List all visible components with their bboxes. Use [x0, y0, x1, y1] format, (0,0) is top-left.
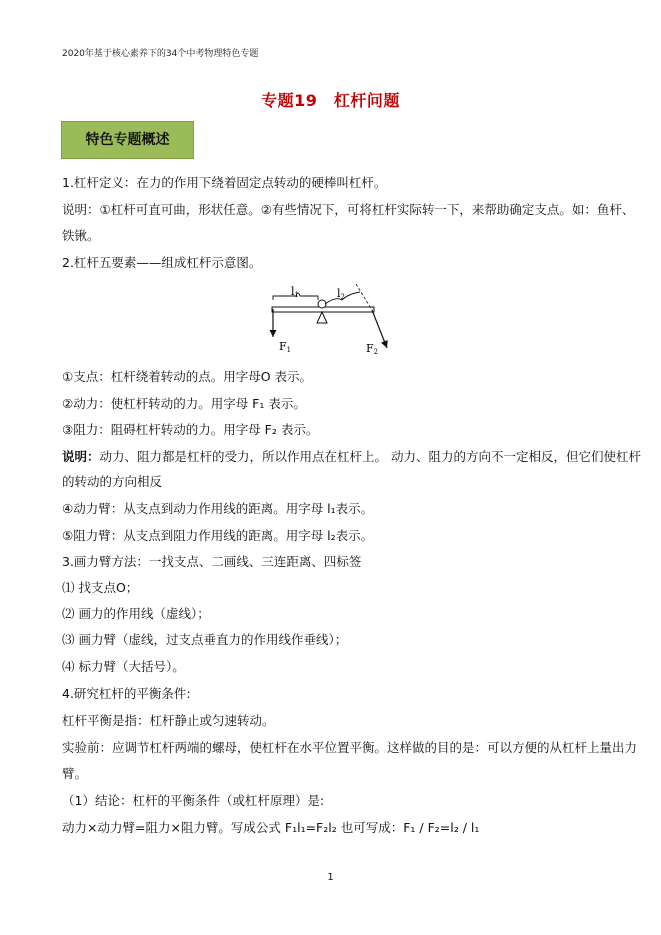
text-line: 说明：①杠杆可直可曲，形状任意。②有些情况下，可将杠杆实际转一下，来帮助确定支点。如：鱼杆、: [62, 202, 635, 217]
text-line: （1）结论：杠杆的平衡条件（或杠杆原理）是:: [62, 793, 325, 808]
text-line: ⑵ 画力的作用线（虚线）；: [62, 606, 210, 621]
lever-diagram: [0, 282, 661, 362]
page-number: 1: [327, 872, 334, 883]
page-title: 专题19 杠杆问题: [261, 91, 400, 110]
label-l2: l2: [337, 287, 345, 301]
text-line: 杠杆平衡是指：杠杆静止或匀速转动。: [62, 713, 275, 728]
fulcrum-icon: [317, 312, 327, 323]
label-l1: l1: [291, 285, 299, 299]
text-line: 1.杠杆定义：在力的作用下绕着固定点转动的硬棒叫杠杆。: [62, 175, 387, 190]
text-line: 铁锹。: [62, 228, 100, 243]
force-f2-arrow: [372, 310, 387, 348]
text-line: ⑷ 标力臂（大括号）。: [62, 659, 185, 674]
page-header: 2020年基于核心素养下的34个中考物理特色专题: [62, 49, 259, 59]
text-line: ④动力臂：从支点到动力作用线的距离。用字母 l₁表示。: [62, 501, 374, 516]
text-line: ③阻力：阻碍杠杆转动的力。用字母 F₂ 表示。: [62, 422, 319, 437]
text-line: 2.杠杆五要素——组成杠杆示意图。: [62, 255, 262, 270]
pivot-point: [318, 300, 326, 308]
text-line: 的转动的方向相反: [62, 474, 163, 489]
text-line: 动力×动力臂=阻力×阻力臂。写成公式 F₁l₁=F₂l₂ 也可写成：F₁ / F₂=l₂ / l₁: [62, 820, 480, 835]
text-line: 实验前：应调节杠杆两端的螺母，使杠杆在水平位置平衡。这样做的目的是：可以方便的从杠杆上量出力: [62, 740, 638, 755]
text-line: [62, 449, 641, 465]
text-line: 臂。: [62, 766, 88, 781]
text-line: ①支点：杠杆绕着转动的点。用字母O 表示。: [62, 369, 313, 384]
section-banner: [61, 121, 194, 159]
label-f1: F1: [279, 340, 292, 354]
section-banner-label: 特色专题概述: [85, 132, 170, 148]
text-line: ②动力：使杠杆转动的力。用字母 F₁ 表示。: [62, 396, 306, 411]
f2-line-of-action: [356, 284, 372, 310]
text-line: 4.研究杠杆的平衡条件:: [62, 686, 191, 701]
text-line: 3.画力臂方法：一找支点、二画线、三连距离、四标签: [62, 554, 362, 569]
text-line: ⑶ 画力臂（虚线，过支点垂直力的作用线作垂线）；: [62, 632, 348, 647]
label-f2: F2: [366, 342, 379, 356]
note-text: 动力、阻力都是杠杆的受力，所以作用点在杠杆上。 动力、阻力的方向不一定相反，但它们使杠杆: [99, 449, 641, 464]
text-line: ⑤阻力臂：从支点到阻力作用线的距离。用字母 l₂表示。: [62, 528, 374, 543]
note-label: 说明：: [62, 449, 100, 464]
text-line: ⑴ 找支点O；: [62, 580, 139, 595]
